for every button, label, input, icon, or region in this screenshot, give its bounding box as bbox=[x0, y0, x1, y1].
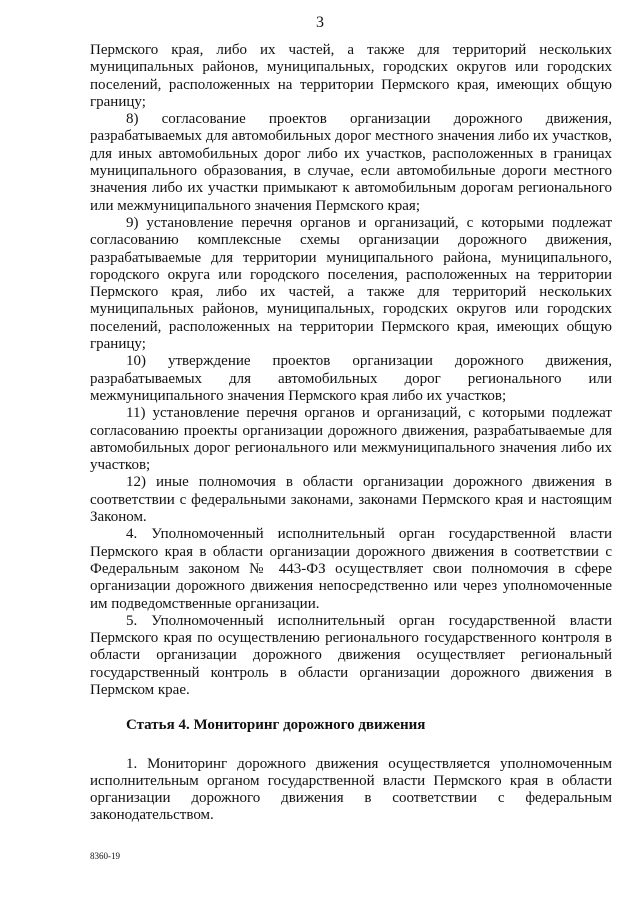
paragraph-continuation: Пермского края, либо их частей, а также для территорий нескольких муниципальных районов, муниципальных, городских округов или городских поселений, расположенных на территории Пермского края, имеющих общую границу; bbox=[90, 42, 612, 110]
page-number: 3 bbox=[316, 14, 324, 31]
document-code: 8360-19 bbox=[90, 851, 120, 861]
paragraph-item-9: 9) установление перечня органов и организаций, с которыми подлежат согласованию комплексные схемы организации дорожного движения, разрабатываемые для территории муниципального района, муниципального, городского округа или городского поселения, расположенных на территории Пермского края, либо их частей, а также для территорий нескольких муниципальных районов, муниципальных, городских округов или городских поселений, расположенных на территории Пермского края, имеющих общую границу; bbox=[90, 214, 612, 353]
paragraph-item-12: 12) иные полномочия в области организации дорожного движения в соответствии с федеральными законами, законами Пермского края и настоящим Законом. bbox=[90, 474, 612, 526]
paragraph-item-8: 8) согласование проектов организации дорожного движения, разрабатываемых для автомобильных дорог местного значения либо их участков, для иных автомобильных дорог либо их участков, расположенных в границах муниципального образования, в случае, если автомобильные дороги местного значения либо их участки примыкают к автомобильным дорогам регионального или межмуниципального значения Пермского края; bbox=[90, 111, 612, 214]
paragraph-clause-5: 5. Уполномоченный исполнительный орган государственной власти Пермского края по осуществлению регионального государственного контроля в области организации дорожного движения осуществляет региональный государственный контроль в области организации дорожного движения в Пермском крае. bbox=[90, 612, 612, 698]
article-paragraph-1: 1. Мониторинг дорожного движения осуществляется уполномоченным исполнительным органом государственной власти Пермского края в области организации дорожного движения в соответствии с федеральным законодательством. bbox=[90, 755, 612, 824]
document-body bbox=[90, 42, 612, 825]
paragraph-item-10: 10) утверждение проектов организации дорожного движения, разрабатываемых для автомобильных дорог регионального или межмуниципального значения Пермского края либо их участков; bbox=[90, 353, 612, 404]
paragraph-item-11: 11) установление перечня органов и организаций, с которыми подлежат согласованию проекты организации дорожного движения, разрабатываемые для автомобильных дорог регионального или межмуниципального значения либо их участков; bbox=[90, 405, 612, 474]
article-heading: Статья 4. Мониторинг дорожного движения bbox=[126, 717, 426, 734]
paragraph-clause-4: 4. Уполномоченный исполнительный орган государственной власти Пермского края в области организации дорожного движения в соответствии с Федеральным законом № 443-ФЗ осуществляет свои полномочия в сфере организации дорожного движения непосредственно или через уполномоченные им подведомственные организации. bbox=[90, 526, 612, 612]
